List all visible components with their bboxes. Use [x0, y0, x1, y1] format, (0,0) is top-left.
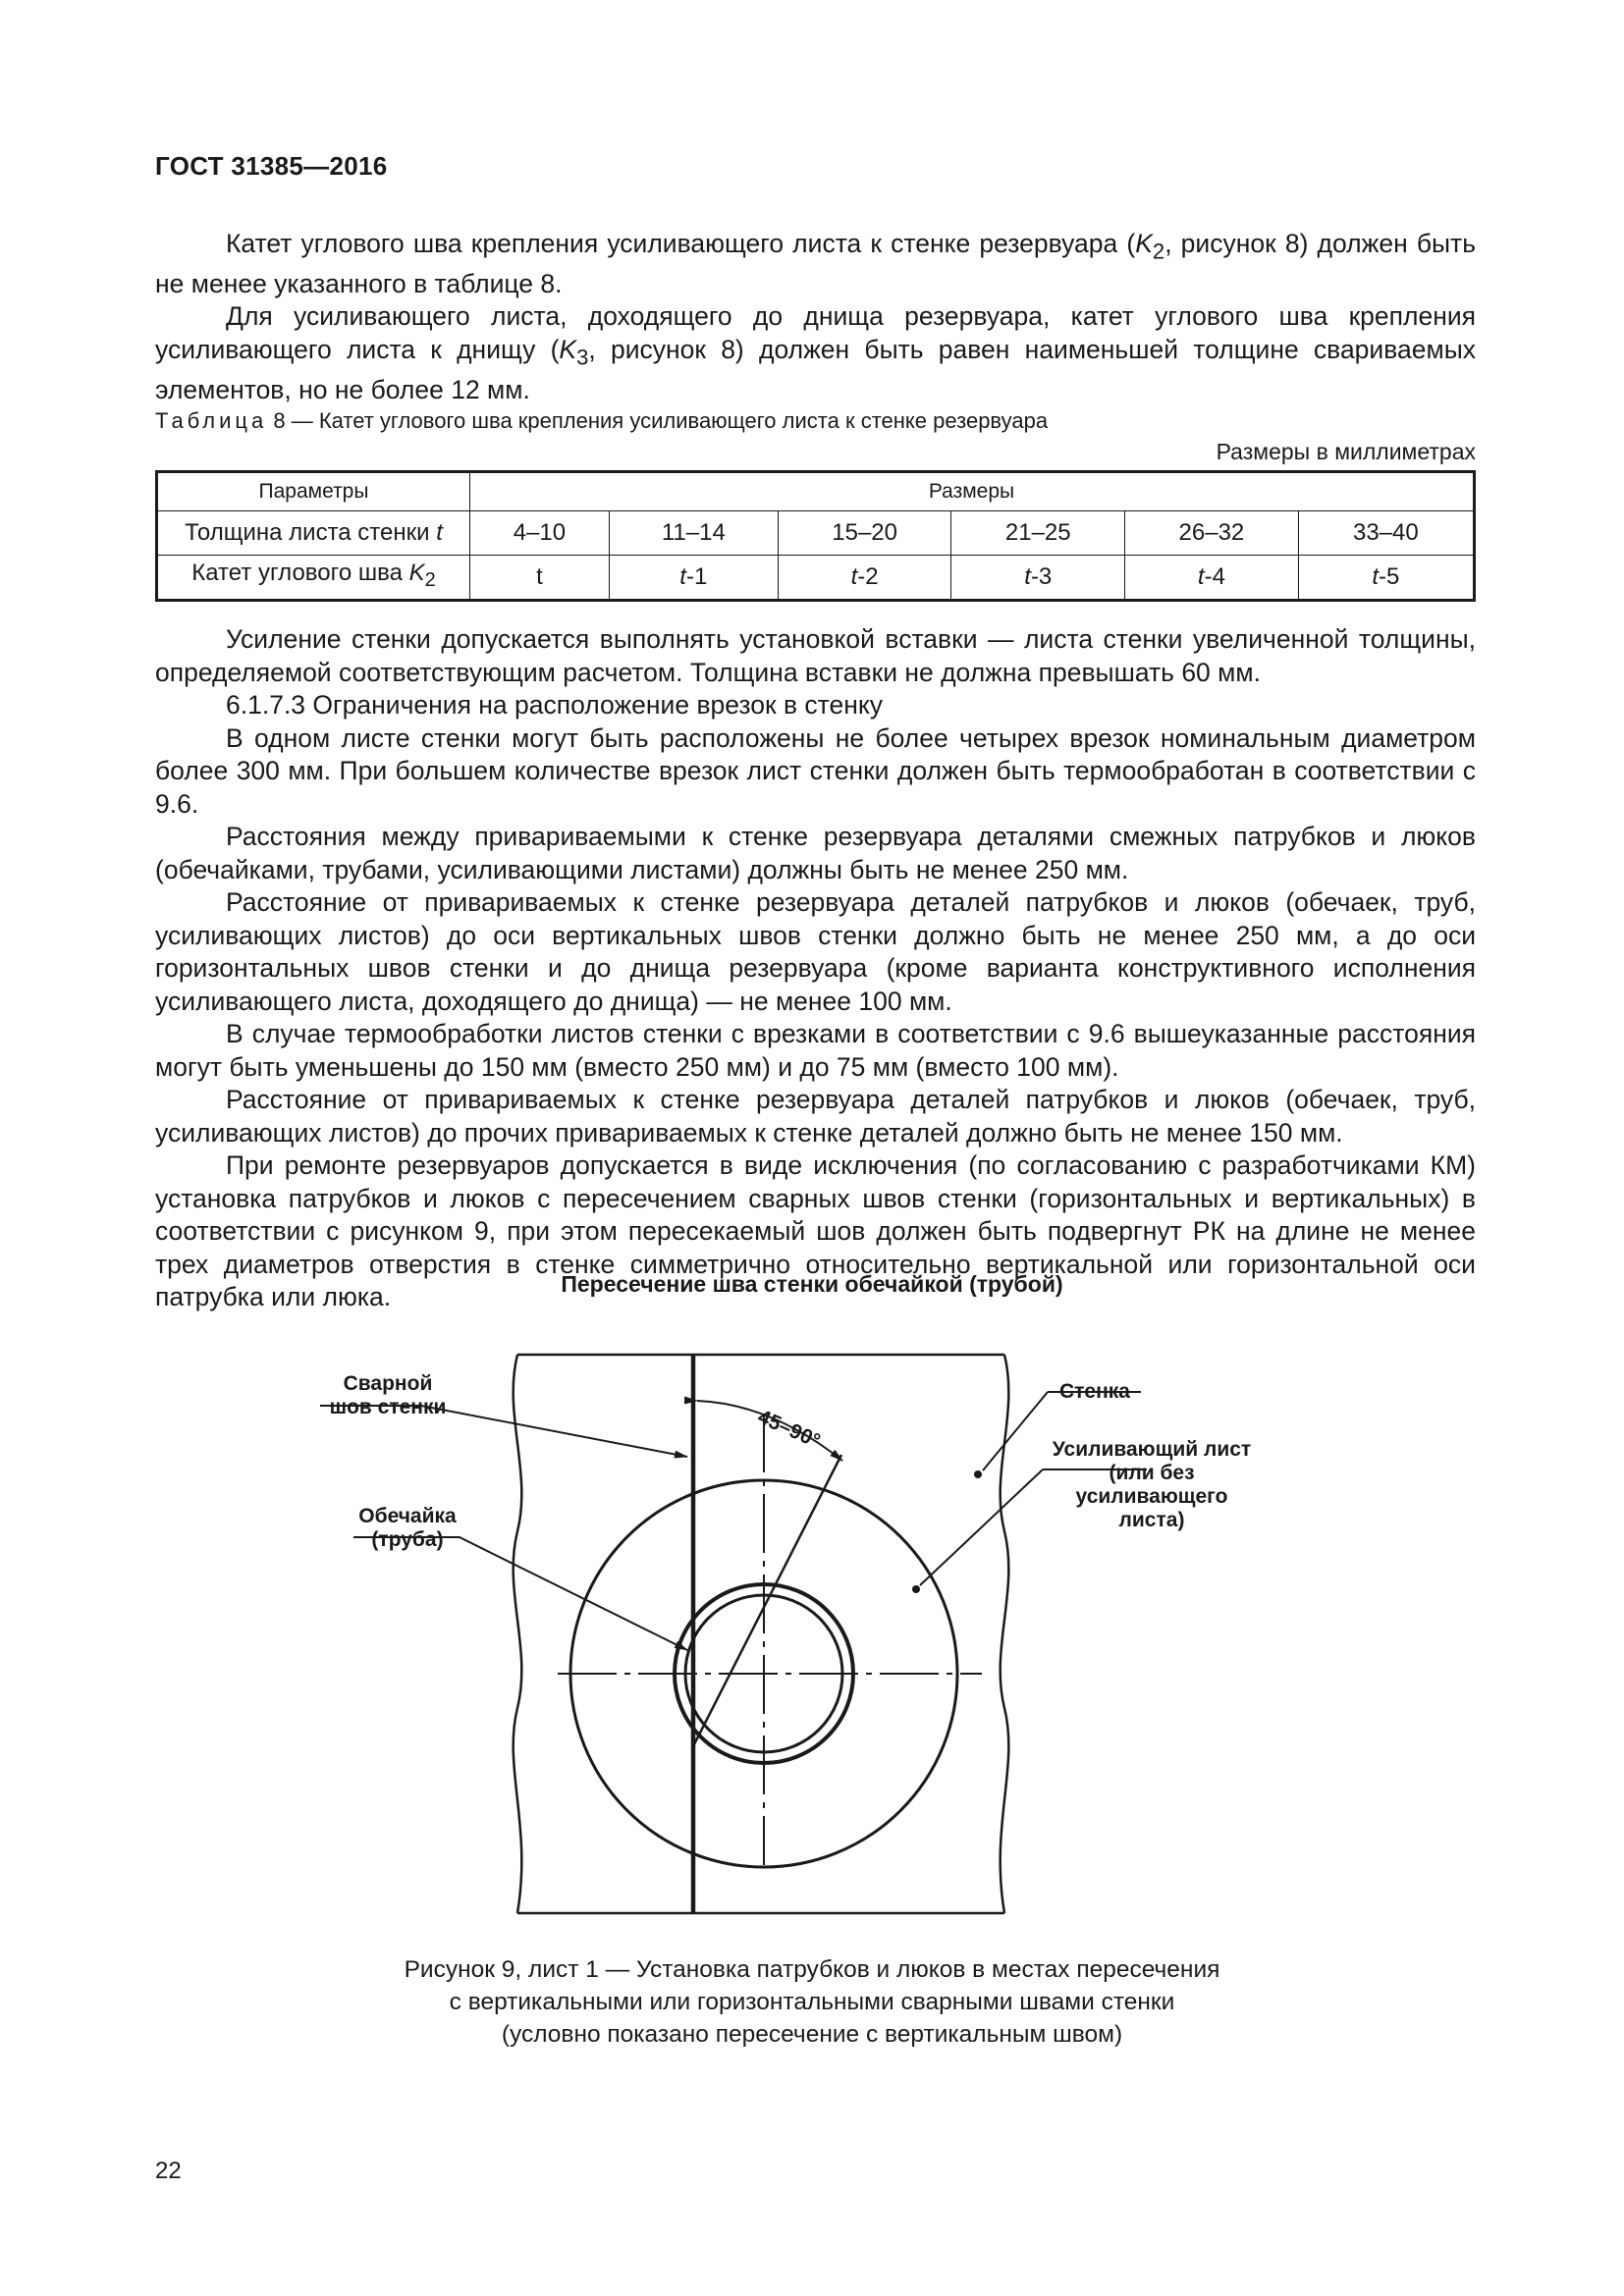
table-header-params: Параметры — [157, 472, 470, 511]
table-cell: t-1 — [609, 556, 778, 601]
document-header: ГОСТ 31385—2016 — [155, 151, 388, 181]
table-cell: 4–10 — [470, 511, 610, 556]
figure-caption — [0, 1953, 1624, 2051]
table-cell: 11–14 — [609, 511, 778, 556]
table-header-sizes: Размеры — [470, 472, 1475, 511]
paragraph: Расстояние от привариваемых к стенке резервуара деталей патрубков и люков (обечаек, труб, усиливающих листов) до оси вертикальных швов стенки должно быть не менее 250 мм, а до оси горизонтальных швов стенки и до днища резервуара (кроме варианта конструктивного исполнения усиливающего листа, доходящего до днища) — не менее 100 мм. — [155, 887, 1476, 1016]
label-plate-line1: Усиливающий лист — [1052, 1438, 1252, 1461]
label-weld — [320, 1372, 456, 1419]
table-cell-label: Толщина листа стенки t — [157, 511, 470, 556]
label-plate-line2: (или без усиливающего — [1075, 1462, 1228, 1508]
label-weld-line2: шов стенки — [329, 1396, 447, 1418]
table-cell: t-3 — [951, 556, 1125, 601]
table-cell-label: Катет углового шва $K_2$ — [157, 556, 470, 601]
table-cell: t-2 — [778, 556, 951, 601]
label-weld-line1: Сварной — [343, 1372, 433, 1395]
table-cell: t-5 — [1298, 556, 1474, 601]
label-wall: Стенка — [1058, 1380, 1130, 1403]
label-angle: 45–90° — [754, 1405, 824, 1453]
page-number: 22 — [155, 2158, 182, 2184]
table-cell: t — [470, 556, 610, 601]
label-shell — [346, 1505, 469, 1552]
label-shell-line2: (труба) — [371, 1528, 444, 1551]
table-cell: 15–20 — [778, 511, 951, 556]
figure-title: Пересечение шва стенки обечайкой (трубой) — [561, 1271, 1063, 1297]
table-caption: Таблица 8 — Катет углового шва крепления усиливающего листа к стенке резервуара — [155, 408, 1049, 434]
leader-dot — [974, 1470, 982, 1478]
paragraph-k3: Для усиливающего листа, доходящего до днища резервуара, катет углового шва крепления усиливающего листа к днищу ($K_3$, рисунок 8) должен быть равен наименьшей толщине свариваемых элементов, но не более 12 мм. — [155, 301, 1476, 404]
paragraph: В одном листе стенки могут быть расположены не более четырех врезок номинальным диаметром более 300 мм. При большем количестве врезок лист стенки должен быть термообработан в соответствии с 9.6. — [155, 722, 1476, 819]
table-units: Размеры в миллиметрах — [1216, 439, 1476, 465]
paragraph: В случае термообработки листов стенки с врезками в соответствии с 9.6 вышеуказанные расстояния могут быть уменьшены до 150 мм (вместо 250 мм) и до 75 мм (вместо 100 мм). — [155, 1019, 1476, 1082]
figure-caption-line: с вертикальными или горизонтальными сварными швами стенки — [449, 1989, 1175, 2015]
table-cell: 21–25 — [951, 511, 1125, 556]
paragraph: При ремонте резервуаров допускается в виде исключения (по согласованию с разработчиками КМ) установка патрубков и люков с пересечением сварных швов стенки (горизонтальных и вертикальных) в соответствии с рисунком 9, при этом пересекаемый шов должен быть подвергнут РК на длине не менее трех диаметров отверстия в стенке симметрично относительно вертикальной или горизонтальной оси патрубка или люка. — [155, 1150, 1476, 1312]
figure-caption-line: Рисунок 9, лист 1 — Установка патрубков и люков в местах пересечения — [404, 1956, 1220, 1983]
table-cell: 33–40 — [1298, 511, 1474, 556]
paragraph: Расстояния между привариваемыми к стенке резервуара деталями смежных патрубков и люков (обечайками, трубами, усиливающими листами) должны быть не менее 250 мм. — [155, 822, 1476, 884]
section-heading: 6.1.7.3 Ограничения на расположение врезок в стенку — [226, 690, 884, 721]
table-cell: t-4 — [1125, 556, 1299, 601]
paragraph: Усиление стенки допускается выполнять установкой вставки — листа стенки увеличенной толщины, определяемой соответствующим расчетом. Толщина вставки не должна превышать 60 мм. — [155, 624, 1476, 687]
label-plate-line3: листа) — [1118, 1509, 1185, 1531]
table-cell: 26–32 — [1125, 511, 1299, 556]
leader-dot — [912, 1585, 920, 1593]
paragraph: Расстояние от привариваемых к стенке резервуара деталей патрубков и люков (обечаек, труб, усиливающих листов) до прочих привариваемых к стенке деталей должно быть не менее 150 мм. — [155, 1085, 1476, 1148]
paragraph-k2: Катет углового шва крепления усиливающего листа к стенке резервуара ($K_2$, рисунок 8) должен быть не менее указанного в таблице 8. — [155, 229, 1477, 298]
figure-caption-line: (условно показано пересечение с вертикальным швом) — [501, 2021, 1123, 2048]
label-reinforcing-plate — [1031, 1438, 1272, 1532]
label-shell-line1: Обечайка — [358, 1505, 457, 1527]
